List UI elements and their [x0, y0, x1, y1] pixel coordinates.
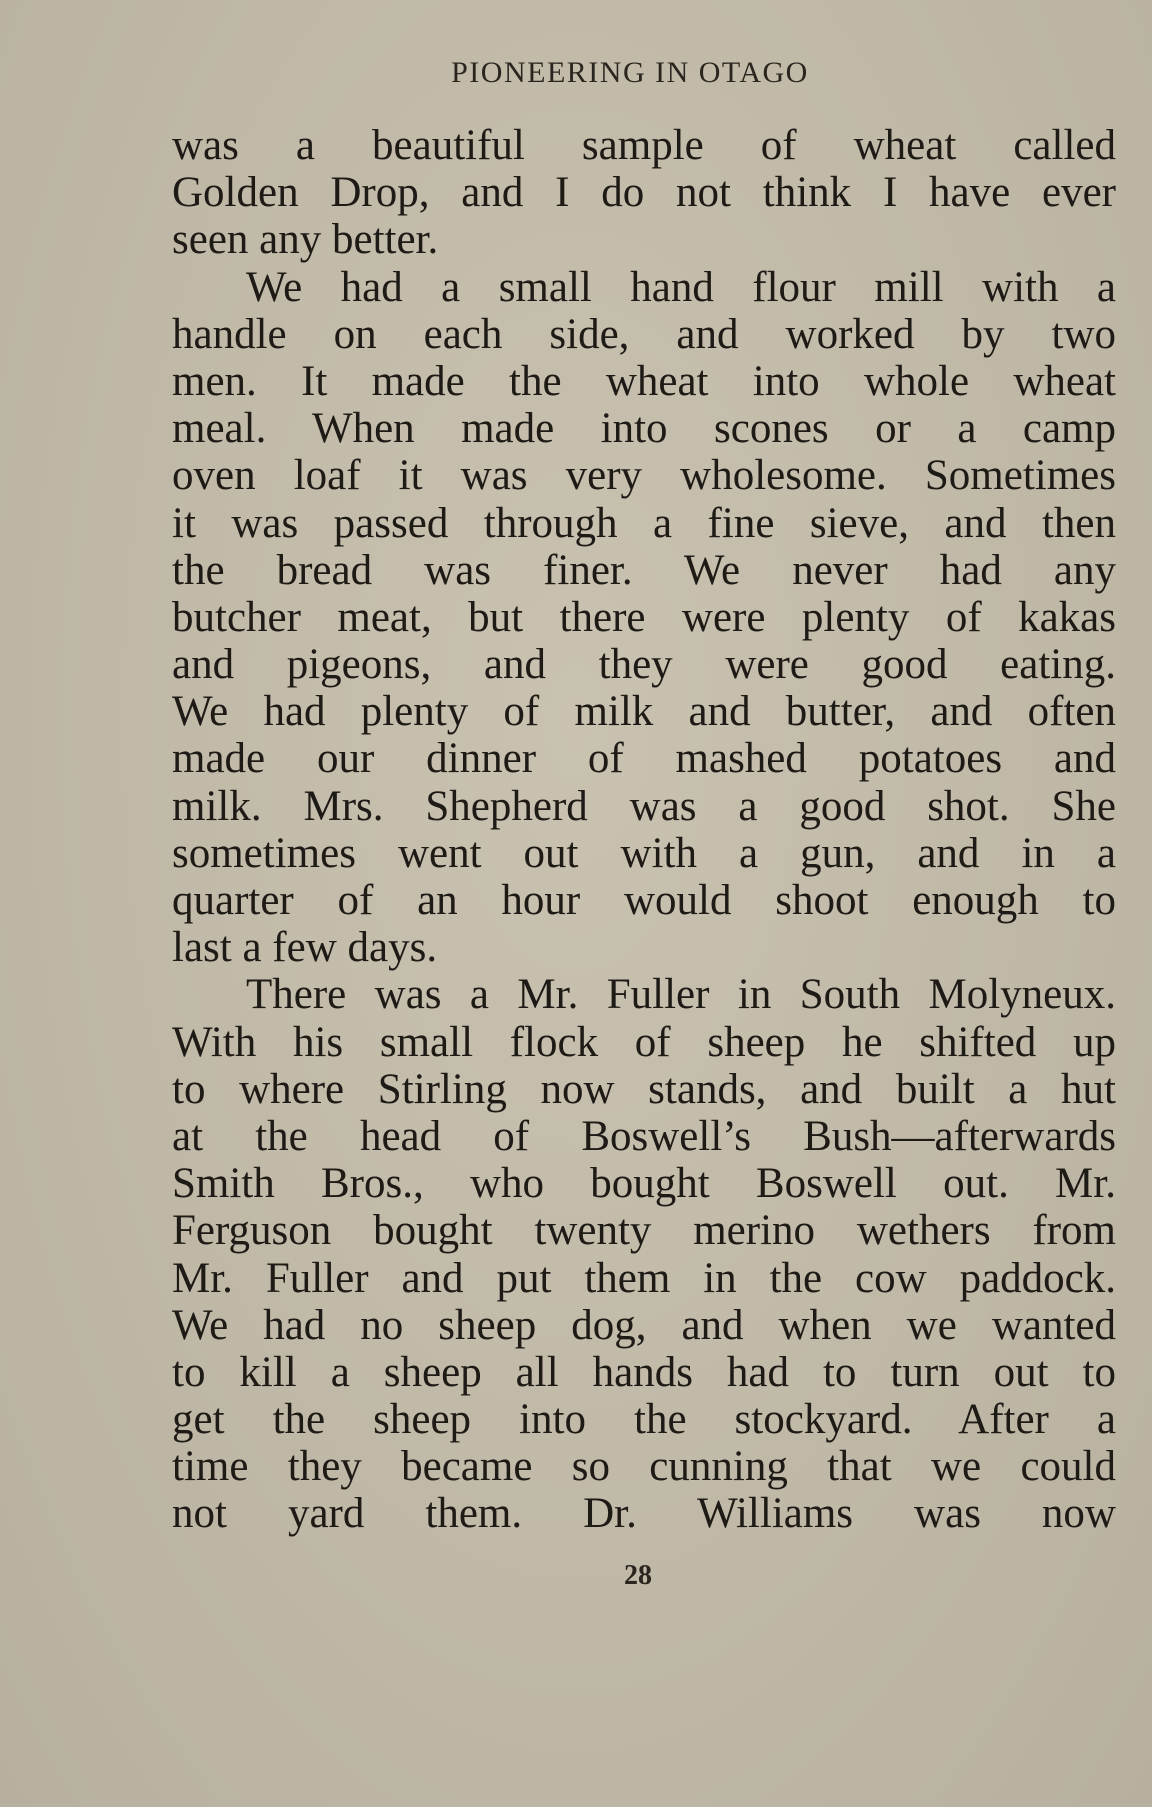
text-line: time they became so cunning that we could [172, 1443, 1116, 1491]
text-line: seen any better. [172, 216, 439, 264]
text-line: last a few days. [172, 924, 438, 972]
text-line: and pigeons, and they were good eating. [172, 641, 1116, 689]
text-line: handle on each side, and worked by two [172, 310, 1116, 358]
text-line: at the head of Boswell’s Bush—afterwards [172, 1112, 1116, 1160]
text-line: get the sheep into the stockyard. After a [172, 1396, 1116, 1444]
text-line: it was passed through a fine sieve, and then [172, 499, 1116, 547]
text-line: With his small flock of sheep he shifted up [172, 1018, 1116, 1066]
text-line: milk. Mrs. Shepherd was a good shot. She [172, 782, 1116, 830]
body-text [172, 122, 1116, 1538]
text-line: the bread was finer. We never had any [172, 546, 1116, 594]
text-line: There was a Mr. Fuller in South Molyneux. [246, 971, 1116, 1019]
text-line: to where Stirling now stands, and built a hut [172, 1065, 1116, 1113]
text-line: to kill a sheep all hands had to turn out to [172, 1348, 1116, 1396]
text-line: We had no sheep dog, and when we wanted [172, 1301, 1116, 1349]
text-line: not yard them. Dr. Williams was now [172, 1490, 1116, 1538]
text-line: men. It made the wheat into whole wheat [172, 357, 1116, 405]
text-line: oven loaf it was very wholesome. Sometimes [172, 452, 1116, 500]
page-number [0, 1560, 1152, 1592]
running-head-text: PIONEERING IN OTAGO [451, 56, 809, 89]
text-line: Mr. Fuller and put them in the cow paddock. [172, 1254, 1116, 1302]
text-line: Ferguson bought twenty merino wethers from [172, 1207, 1116, 1255]
text-line: Smith Bros., who bought Boswell out. Mr. [172, 1160, 1116, 1208]
text-line: We had plenty of milk and butter, and often [172, 688, 1116, 736]
text-line: We had a small hand flour mill with a [246, 263, 1116, 311]
text-line: butcher meat, but there were plenty of kakas [172, 593, 1116, 641]
text-line: made our dinner of mashed potatoes and [172, 735, 1116, 783]
text-line: meal. When made into scones or a camp [172, 405, 1116, 453]
text-line: quarter of an hour would shoot enough to [172, 877, 1116, 924]
text-line: sometimes went out with a gun, and in a [172, 829, 1116, 877]
running-head [0, 56, 1152, 90]
page-number-text: 28 [624, 1560, 652, 1591]
text-line: was a beautiful sample of wheat called [172, 122, 1116, 169]
text-line: Golden Drop, and I do not think I have ever [172, 169, 1116, 217]
